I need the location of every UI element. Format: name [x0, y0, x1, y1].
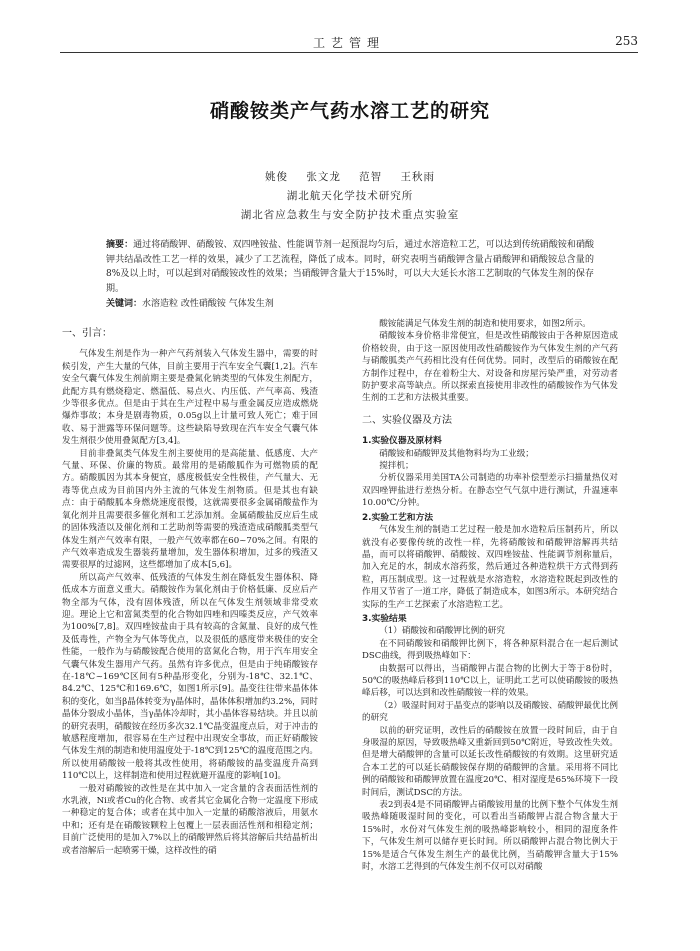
affiliation-2: 湖北省应急救生与安全防护技术重点实验室: [240, 209, 460, 221]
running-head: [60, 30, 638, 53]
keywords: [106, 297, 594, 311]
section-heading-introduction: 一、引言：: [62, 328, 112, 339]
sub-subsection-heading: （1）硝酸铵和硝酸钾比例的研究: [379, 626, 505, 637]
paragraph: 分析仪器采用美国TA公司制造的功率补偿型差示扫描量热仪对双四唑钾盐进行差热分析。在静态空气气氛中进行测试，升温速率10.00℃/分钟。: [362, 473, 618, 509]
subsection-heading: 1.实验仪器及原材料: [362, 436, 442, 447]
subsection-heading: 2.实验工艺和方法: [362, 512, 434, 523]
paragraph: 硝酸铵和硝酸钾及其他物料均为工业级；: [379, 448, 534, 459]
abstract: [106, 238, 594, 296]
section-heading-methods: 二、实验仪器及方法: [362, 414, 452, 426]
abstract-text: 通过将硝酸钾、硝酸铵、双四唑铵盐、性能调节剂一起预混均匀后，通过水溶造粒工艺，可以达到传统硝酸铵和硝酸钾共结晶改性工艺一样的效果，减少了工艺流程，降低了成本。同时，研究表明当硝酸钾含量占硝酸钾和硝酸铵总含量的8%及以上时，可以起到对硝酸铵改性的效果；当硝酸钾含量大于15%时，可以大大延长水溶工艺制取的气体发生剂的保存期。: [106, 240, 594, 294]
keywords-text: 水溶造粒 改性硝酸铵 气体发生剂: [142, 299, 274, 309]
paragraph: 目前非叠氮类气体发生剂主要使用的是高能量、低感度、大产气量、环保、价廉的物质。最常用的是硝酸胍作为可燃物质的配方。硝酸胍因为其本身便宜，感度极低安全性极佳，产气量大、无毒等优点成为目前国内外主流的气体发生剂物质。但是其也有缺点：由于硝酸胍本身燃烧速度很慢，这就需要很多金属硝酸盐作为氧化剂并且需要很多催化剂和工艺添加剂。金属硝酸盐反应后生成的固体残渣以及催化剂和工艺助剂等需要的残渣造成硝酸胍类型气体发生剂产气效率有限，一般产气效率都在60~70%之间。有限的产气效率造成发生器装药量增加，发生器体积增加，过多的残渣又需要很厚的过滤网，这些都增加了成本[5,6]。: [62, 448, 318, 571]
page-number: 253: [615, 34, 638, 48]
affiliation-1: 湖北航天化学技术研究所: [286, 190, 414, 202]
right-column: [362, 318, 618, 873]
paper-title: 硝酸铵类产气药水溶工艺的研究: [209, 100, 490, 122]
subsection-heading: 3.实验结果: [362, 613, 407, 624]
paragraph: 一般对硝酸铵的改性是在其中加入一定含量的含表面活性剂的水乳液，Ni或者Cu的化合物、或者其它金属化合物一定温度下形成一种稳定的复合体；或者在其中加入一定量的硝酸溶液后，用氨水中和；还有是在硝酸铵颗粒上包覆上一层表面活性剂和相稳定剂；目前广泛使用的是加入7%以上的硝酸钾然后将其溶解后共结晶析出或者溶解后一起喷雾干燥，这样改性的硝: [62, 783, 318, 856]
paragraph: 酸铵能满足气体发生剂的制造和使用要求，如图2所示。: [379, 319, 591, 329]
journal-name: 工艺管理: [312, 36, 385, 50]
paragraph: 所以高产气效率、低残渣的气体发生剂在降低发生器体积、降低成本方面意义重大。硝酸铵作为氧化剂由于价格低廉、反应后产物全部为气体，没有固体残渣，所以在气体发生剂领域非常受欢迎。理论上它和富氮类型的化合物如四唑和四嗪类反应，产气效率为100%[7,8]。双四唑铵盐由于具有较高的含氮量、良好的成气性及低毒性，产物全为气体等优点，以及很低的感度带来极佳的安全性能，一般作为与硝酸铵配合使用的富氮化合物，用于汽车用安全气囊气体发生器用产气药。虽然有许多优点，但是由于纯硝酸铵存在-18℃~169℃区间有5种晶形变化，分别为-18℃、32.1℃、84.2℃、125℃和169.6℃，如图1所示[9]。晶变往往带来晶体体积的变化，如当β晶体转变为γ晶体时，晶体体积增加约3.2%，同时晶体分裂成小晶体，当γ晶体冷却时，其小晶体容易结块。并且以前的研究表明，硝酸铵在经历多次32.1℃晶变温度点后，对于冲击的敏感程度增加，很容易在生产过程中出现安全事故，而正好硝酸铵气体发生剂的制造和使用温度处于-18℃到125℃的温度范围之内。所以使用硝酸铵一般将其改性使用，将硝酸铵的晶变温度升高到110℃以上，这样制造和使用过程就避开温度的影响[10]。: [62, 572, 318, 782]
paragraph: 在不同硝酸铵和硝酸钾比例下，将各种原料混合在一起后测试DSC曲线，得到吸热峰如下：: [362, 638, 618, 662]
paper-authors: 姚俊 张文龙 范智 王秋雨: [264, 171, 435, 183]
keywords-label: 关键词：: [106, 299, 143, 309]
left-column: [62, 318, 318, 857]
paragraph: 表2到表4是不同硝酸钾占硝酸铵用量的比例下整个气体发生剂吸热峰随吸湿时间的变化，可以看出当硝酸钾占混合物含量大于15%时，水份对气体发生剂的吸热峰影响较小，相同的湿度条件下，气体发生剂可以储存更长时间。所以硝酸钾占混合物比例大于15%是适合气体发生剂生产的最优比例，当硝酸钾含量大于15%时，水溶工艺得到的气体发生剂不仅可以对硝酸: [362, 800, 618, 873]
paragraph: 由数据可以得出，当硝酸钾占混合物的比例大于等于8份时，50℃的吸热峰后移到110℃以上，证明此工艺可以使硝酸铵的吸热峰后移，可以达到和改性硝酸铵一样的效果。: [362, 663, 618, 699]
abstract-label: 摘要：: [106, 240, 134, 250]
paragraph: 搅拌机；: [379, 461, 414, 472]
paragraph: 以前的研究证明，改性后的硝酸铵在放置一段时间后，由于自身吸湿的原因，导致吸热峰又重新回到50℃附近，导致改性失效。但是增大硝酸钾的含量可以延长改性硝酸铵的有效期。这里研究适合本工艺的可以延长硝酸铵保存期的硝酸钾的含量。采用将不同比例的硝酸铵和硝酸钾放置在温度20℃、相对湿度是65%环境下一段时间后，测试DSC的方法。: [362, 725, 618, 798]
paragraph: 气体发生剂是作为一种产气药剂装入气体发生器中，需要的时候引发，产生大量的气体，目前主要用于汽车安全气囊[1,2]。汽车安全气囊气体发生剂前期主要是叠氮化钠类型的气体发生剂配方，此配方具有燃烧稳定、燃温低、易点火、内压低、产气率高、残渣少等很多优点。但是由于其在生产过程中易与重金属反应造成燃烧爆炸事故；本身是剧毒物质，0.05g以上计量可致人死亡；难于回收、易于泄露等环保问题等。这些缺陷导致现在汽车安全气囊气体发生剂很少使用叠氮配方[3,4]。: [62, 349, 318, 447]
sub-subsection-heading: （2）吸湿时间对于晶变点的影响以及硝酸铵、硝酸钾最优比例的研究: [362, 700, 618, 724]
paragraph: 硝酸铵本身价格非常便宜，但是改性硝酸铵由于各种原因造成价格较贵，由于这一原因使用改性硝酸铵作为气体发生剂的产气药与硝酸胍类产气药相比没有任何优势。同时，改型后的硝酸铵在配方制作过程中，存在着粉尘大、对设备和房屋污染严重，对劳动者防护要求高等缺点。所以探索直接使用非改性的硝酸铵作为气体发生剂的工艺和方法极其重要。: [362, 331, 618, 404]
paragraph: 气体发生剂的制造工艺过程一般是加水造粒后压制药片，所以就没有必要像传统的改性一样，先将硝酸铵和硝酸钾溶解再共结晶，而可以将硝酸钾、硝酸铵、双四唑铵盐、性能调节剂称量后，加入充足的水，制成水溶药浆，然后通过各种造粒烘干方式得到药粒，再压制成型。这一过程就是水溶造粒，水溶造粒既起到改性的作用又节省了一道工序，降低了制造成本，如图3所示。本研究结合实际的生产工艺探索了水溶造粒工艺。: [362, 525, 618, 610]
